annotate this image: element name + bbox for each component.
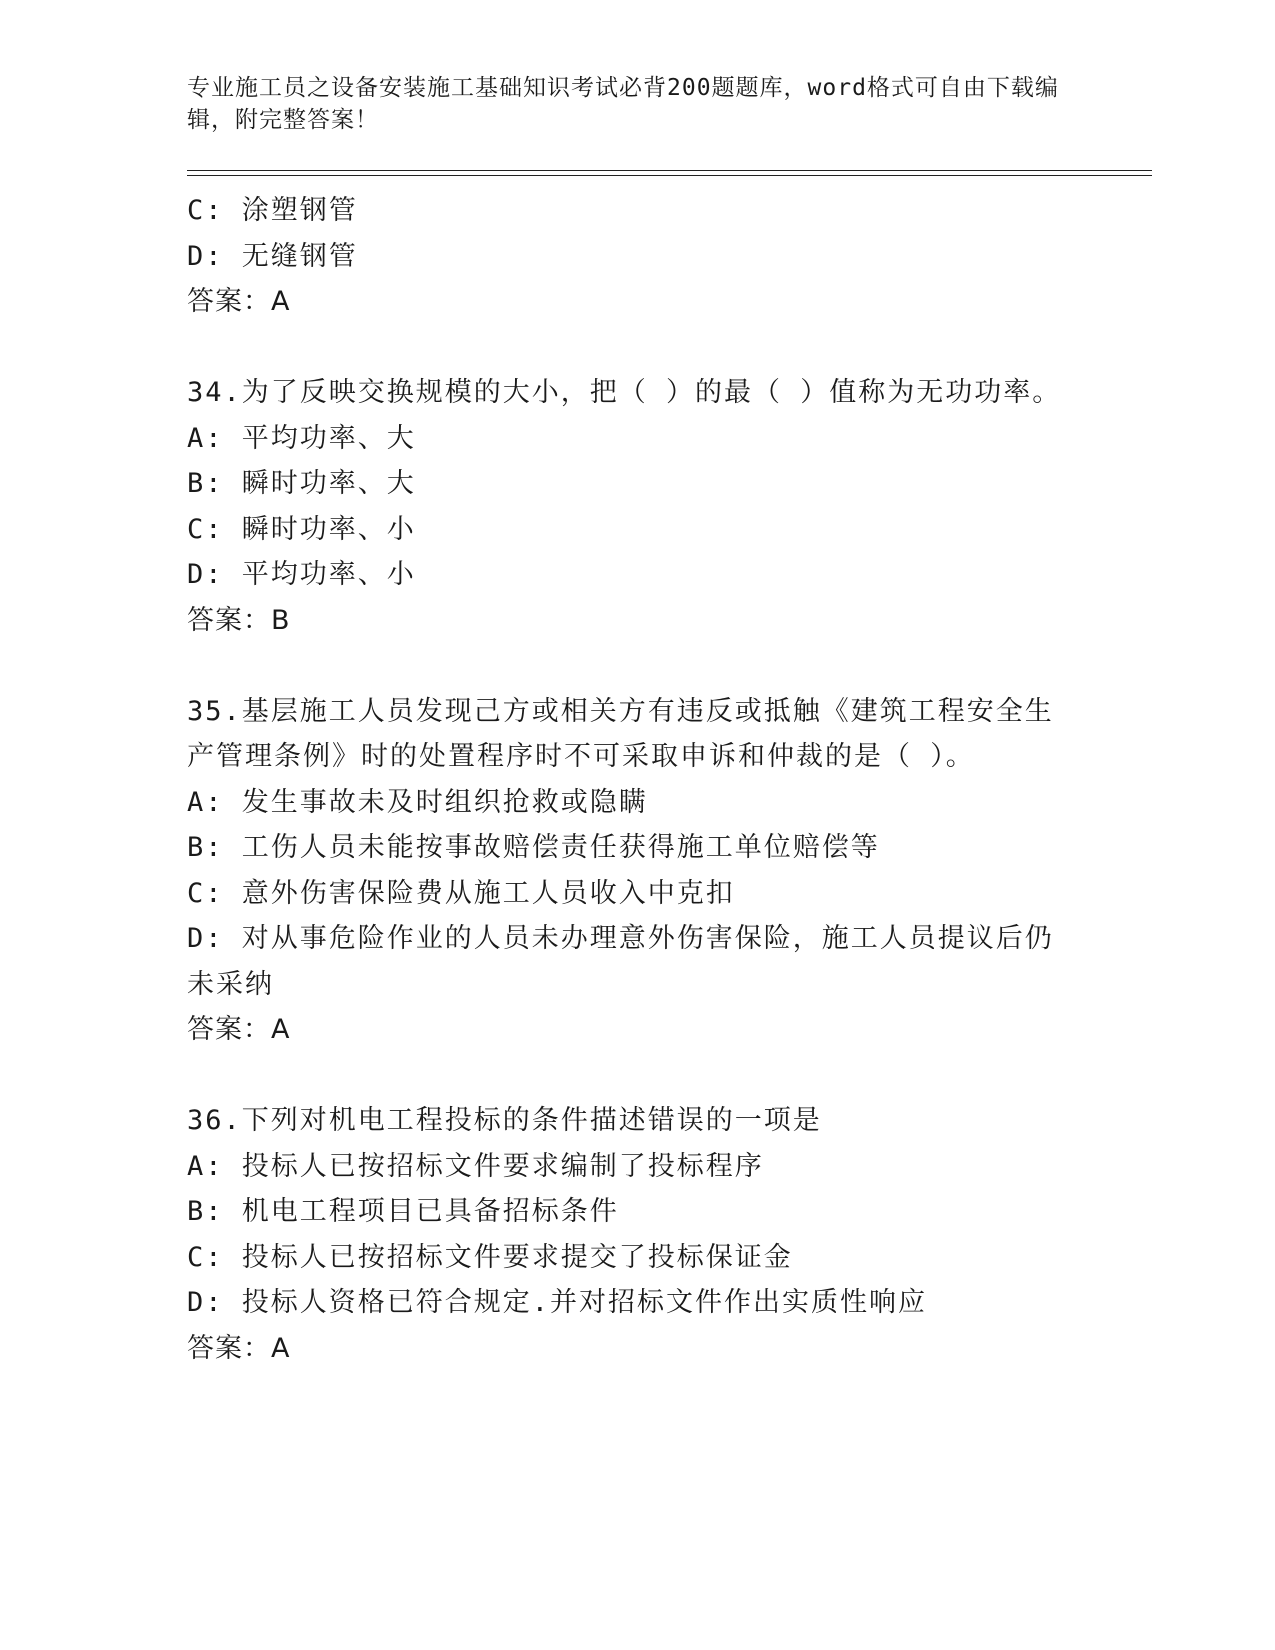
- option-c: C: 意外伤害保险费从施工人员收入中克扣: [187, 877, 735, 909]
- option-b: B: 工伤人员未能按事故赔偿责任获得施工单位赔偿等: [187, 832, 880, 863]
- option-d: D: 无缝钢管: [187, 240, 358, 272]
- question-stem: 36.下列对机电工程投标的条件描述错误的一项是: [187, 1105, 822, 1136]
- option-d: D: 平均功率、小: [187, 559, 416, 590]
- option-a: A: 平均功率、大: [187, 422, 416, 454]
- answer-line: 答案：B: [187, 604, 291, 636]
- option-a: A: 发生事故未及时组织抢救或隐瞒: [187, 786, 648, 818]
- spacer: [187, 1053, 1087, 1099]
- answer-line: 答案：A: [187, 1014, 291, 1045]
- option-c: C: 投标人已按招标文件要求提交了投标保证金: [187, 1241, 793, 1273]
- question-stem: 34.为了反映交换规模的大小，把（ ）的最（ ）值称为无功功率。: [187, 377, 1062, 408]
- option-d: D: 对从事危险作业的人员未办理意外伤害保险，施工人员提议后仍未采纳: [187, 923, 1054, 1000]
- spacer: [187, 325, 1087, 371]
- header-rule-bottom: [187, 175, 1152, 176]
- option-a: A: 投标人已按招标文件要求编制了投标程序: [187, 1150, 764, 1182]
- answer-line: 答案：A: [187, 1332, 291, 1364]
- question-35: [187, 689, 1087, 1053]
- question-34: [187, 370, 1087, 643]
- option-c: C: 瞬时功率、小: [187, 513, 416, 545]
- answer-line: 答案：A: [187, 286, 291, 317]
- question-stem: 35.基层施工人员发现己方或相关方有违反或抵触《建筑工程安全生产管理条例》时的处置程序时不可采取申诉和仲裁的是（ ）。: [187, 695, 1054, 772]
- document-title: 专业施工员之设备安装施工基础知识考试必背200题题库，word格式可自由下载编辑，附完整答案！: [187, 75, 1059, 133]
- header-rule-top: [187, 170, 1152, 171]
- option-b: B: 瞬时功率、大: [187, 468, 416, 499]
- question-33-continued: [187, 188, 1087, 325]
- document-header: [187, 72, 1067, 136]
- option-b: B: 机电工程项目已具备招标条件: [187, 1196, 619, 1227]
- question-list: [187, 188, 1087, 1371]
- question-36: [187, 1098, 1087, 1371]
- option-c: C: 涂塑钢管: [187, 195, 358, 226]
- option-d: D: 投标人资格已符合规定.并对招标文件作出实质性响应: [187, 1287, 928, 1318]
- spacer: [187, 643, 1087, 689]
